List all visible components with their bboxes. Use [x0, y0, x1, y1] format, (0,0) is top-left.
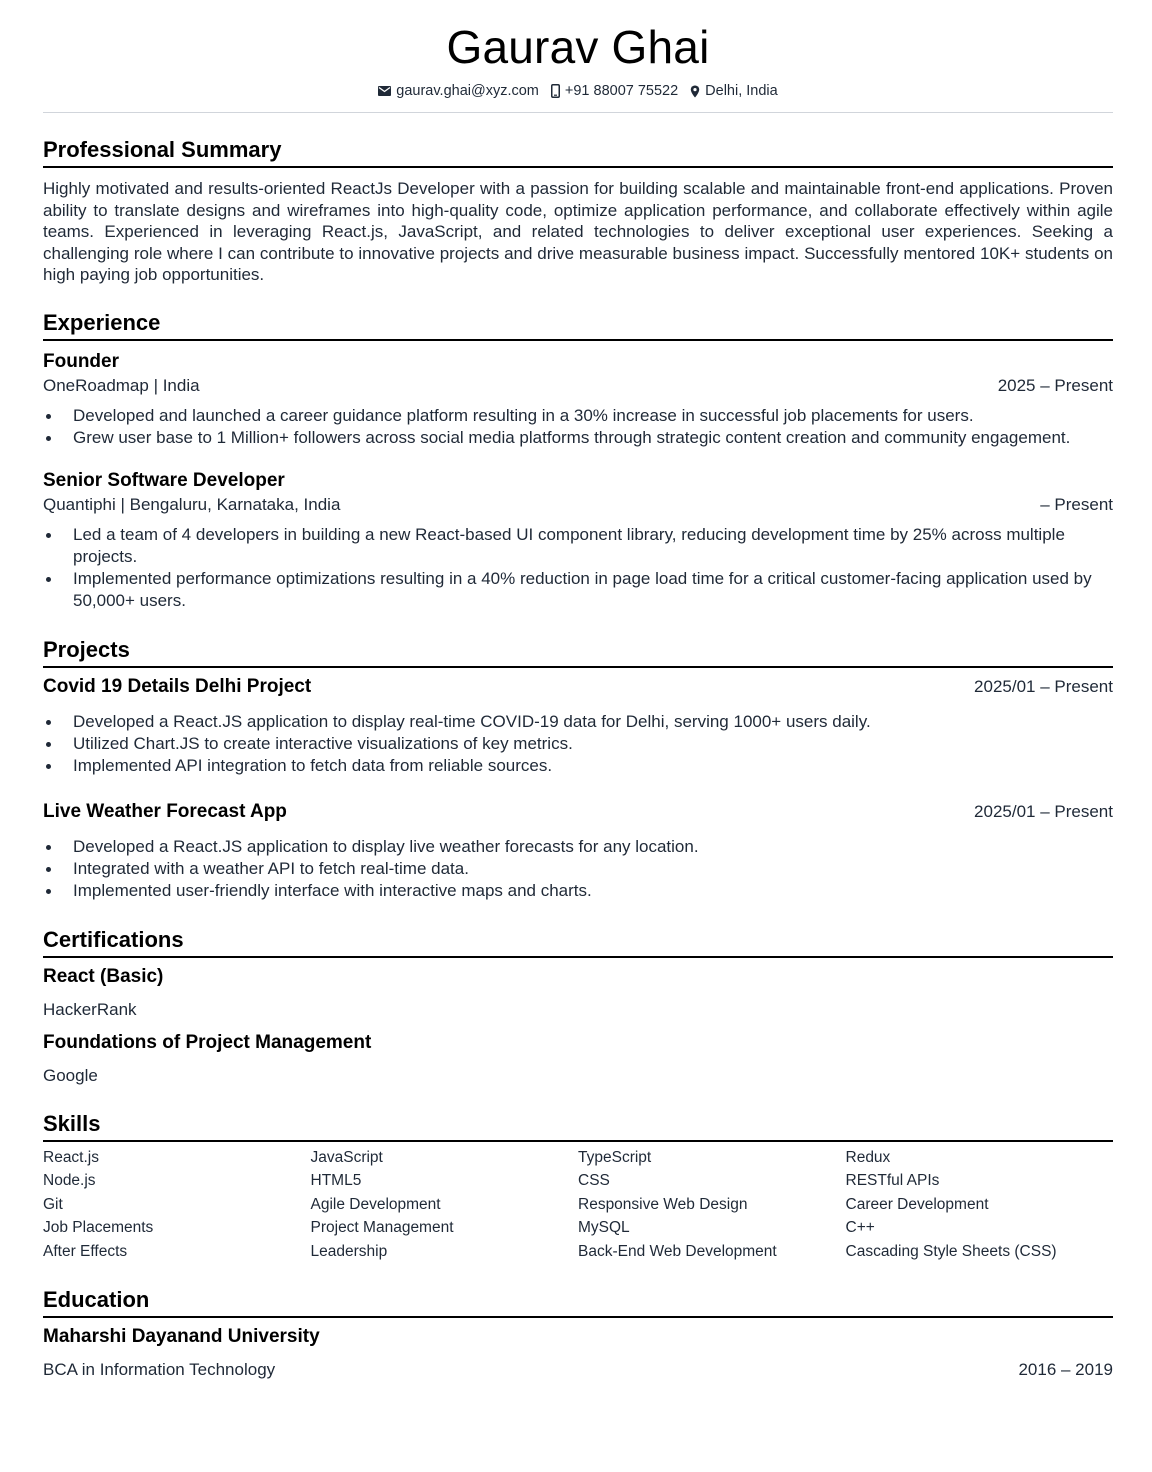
skill-item: Redux	[845, 1148, 891, 1166]
skill-item: Git	[43, 1195, 63, 1213]
project-bullets	[43, 711, 1113, 777]
contact-location	[690, 82, 778, 100]
list-item: Implemented performance optimizations resulting in a 40% reduction in page load time for a critical customer-facing application used by 50,000+ users.	[43, 568, 1113, 612]
project-entry	[43, 675, 1113, 777]
certifications-section	[43, 926, 1113, 1088]
skill-item: RESTful APIs	[845, 1172, 940, 1189]
section-title-certifications: Certifications	[43, 926, 1113, 958]
experience-meta	[43, 493, 1113, 517]
list-item: Grew user base to 1 Million+ followers across social media platforms through strategic content creation and community engagement.	[43, 427, 1113, 449]
experience-role: Founder	[43, 350, 119, 372]
section-title-skills: Skills	[43, 1110, 1113, 1142]
certification-entry	[43, 965, 1113, 1022]
certification-name: React (Basic)	[43, 965, 164, 987]
section-title-summary: Professional Summary	[43, 136, 1113, 168]
list-item: Led a team of 4 developers in building a new React-based UI component library, reducing development time by 25% across multiple projects.	[43, 524, 1113, 568]
skill-item: Node.js	[43, 1172, 96, 1189]
phone-icon	[551, 84, 560, 98]
projects-section	[43, 636, 1113, 902]
education-entry	[43, 1325, 1113, 1382]
education-section	[43, 1286, 1113, 1382]
experience-dates: 2025 – Present	[997, 375, 1113, 395]
skill-item: React.js	[43, 1148, 99, 1166]
education-degree: BCA in Information Technology	[43, 1359, 276, 1379]
skill-item: HTML5	[310, 1172, 362, 1189]
list-item: Implemented user-friendly interface with interactive maps and charts.	[43, 880, 1113, 902]
skill-item: Cascading Style Sheets (CSS)	[845, 1242, 1057, 1260]
skill-item: MySQL	[578, 1219, 630, 1236]
skill-item: After Effects	[43, 1242, 128, 1260]
certification-issuer: HackerRank	[43, 999, 137, 1019]
summary-section	[43, 136, 1113, 286]
contact-email-text: gaurav.ghai@xyz.com	[396, 83, 539, 99]
skills-section	[43, 1110, 1113, 1262]
project-dates: 2025/01 – Present	[974, 801, 1113, 821]
skill-item: TypeScript	[578, 1148, 652, 1166]
experience-entry	[43, 469, 1113, 612]
project-bullets	[43, 836, 1113, 902]
education-school: Maharshi Dayanand University	[43, 1325, 320, 1347]
certification-name: Foundations of Project Management	[43, 1031, 372, 1053]
list-item: Developed and launched a career guidance platform resulting in a 30% increase in successful job placements for users.	[43, 405, 1113, 427]
project-name: Covid 19 Details Delhi Project	[43, 675, 312, 697]
section-title-projects: Projects	[43, 636, 1113, 668]
experience-role: Senior Software Developer	[43, 469, 285, 491]
header-divider	[43, 112, 1113, 113]
skill-item: Agile Development	[310, 1195, 441, 1213]
list-item: Utilized Chart.JS to create interactive visualizations of key metrics.	[43, 733, 1113, 755]
experience-entry	[43, 350, 1113, 449]
experience-section	[43, 309, 1113, 612]
list-item: Developed a React.JS application to display live weather forecasts for any location.	[43, 836, 1113, 858]
mail-icon	[378, 86, 391, 96]
education-meta	[43, 1358, 1113, 1382]
experience-dates: – Present	[1040, 494, 1113, 514]
skill-item: Back-End Web Development	[578, 1242, 777, 1260]
skill-item: C++	[845, 1219, 875, 1236]
skill-item: Project Management	[310, 1219, 454, 1236]
skill-item: Responsive Web Design	[578, 1195, 748, 1213]
skill-item: Job Placements	[43, 1219, 154, 1236]
project-dates: 2025/01 – Present	[974, 676, 1113, 696]
contact-bar	[43, 82, 1113, 100]
map-pin-icon	[690, 85, 700, 98]
contact-location-text: Delhi, India	[705, 83, 778, 99]
skill-item: JavaScript	[310, 1148, 383, 1166]
experience-bullets	[43, 405, 1113, 449]
list-item: Integrated with a weather API to fetch real-time data.	[43, 858, 1113, 880]
resume-page	[43, 0, 1113, 1382]
project-name: Live Weather Forecast App	[43, 800, 287, 822]
project-entry	[43, 800, 1113, 902]
certification-issuer: Google	[43, 1065, 98, 1085]
skill-item: Career Development	[845, 1195, 989, 1213]
project-header	[43, 800, 1113, 824]
contact-email[interactable]	[378, 82, 539, 100]
contact-phone[interactable]	[551, 82, 678, 100]
list-item: Implemented API integration to fetch data from reliable sources.	[43, 755, 1113, 777]
section-title-experience: Experience	[43, 309, 1113, 341]
contact-phone-text: +91 88007 75522	[564, 83, 679, 99]
experience-bullets	[43, 524, 1113, 612]
experience-meta	[43, 374, 1113, 398]
section-title-education: Education	[43, 1286, 1113, 1318]
certification-entry	[43, 1031, 1113, 1088]
experience-company: OneRoadmap | India	[43, 375, 200, 395]
project-header	[43, 675, 1113, 699]
list-item: Developed a React.JS application to display real-time COVID-19 data for Delhi, serving 1000+ users daily.	[43, 711, 1113, 733]
skill-item: CSS	[578, 1172, 610, 1189]
skill-item: Leadership	[310, 1242, 388, 1260]
experience-company: Quantiphi | Bengaluru, Karnataka, India	[43, 494, 341, 514]
education-dates: 2016 – 2019	[1018, 1359, 1113, 1379]
skills-grid	[43, 1148, 1113, 1262]
candidate-name: Gaurav Ghai	[446, 21, 710, 73]
summary-text: Highly motivated and results-oriented ReactJs Developer with a passion for building scalable and maintainable front-end applications. Proven ability to translate designs and wireframes into high-quality code, optimize application performance, and collaborate effectively within agile teams. Experienced in leveraging React.js, JavaScript, and related technologies to deliver exceptional user experiences. Seeking a challenging role where I can contribute to innovative projects and drive measurable business impact. Successfully mentored 10K+ students on high paying job opportunities.	[43, 179, 1113, 284]
